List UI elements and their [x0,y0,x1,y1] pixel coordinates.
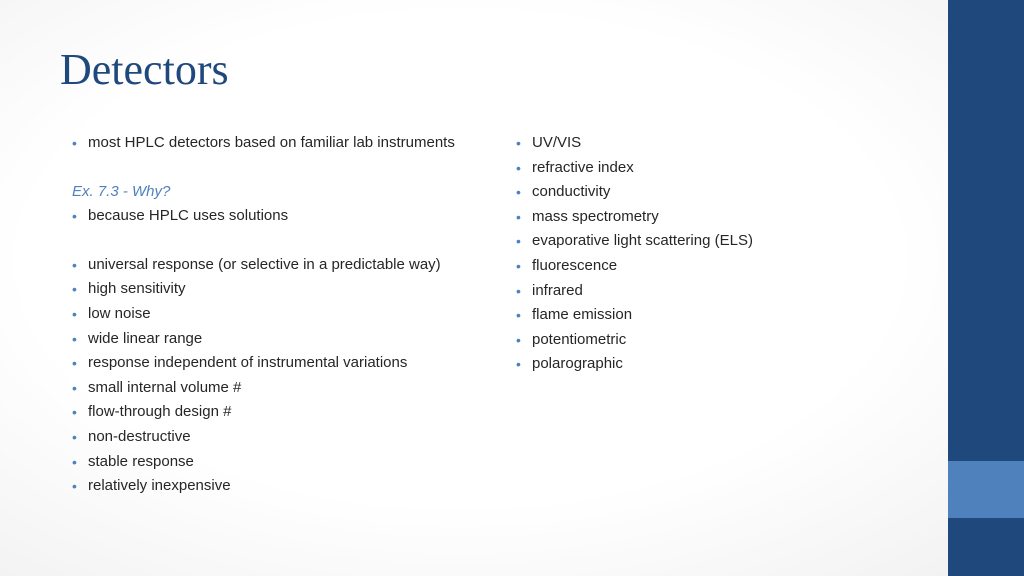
list-item: • most HPLC detectors based on familiar lab instruments [72,133,472,153]
list-item: • evaporative light scattering (ELS) [516,231,916,251]
list-item: • high sensitivity [72,279,472,299]
detector-types-list [516,133,916,374]
list-item: • infrared [516,281,916,301]
spacer [72,158,472,182]
list-item: • wide linear range [72,329,472,349]
list-item: • small internal volume # [72,378,472,398]
list-item: • flow-through design # [72,402,472,422]
example-label: Ex. 7.3 - Why? [72,182,171,200]
list-item: • flame emission [516,305,916,325]
list-item: • non-destructive [72,427,472,447]
list-item: • because HPLC uses solutions [72,206,472,226]
list-item: • UV/VIS [516,133,916,153]
list-item: • stable response [72,452,472,472]
list-item: • response independent of instrumental variations [72,353,472,373]
list-item: • potentiometric [516,330,916,350]
criteria-list [72,255,472,496]
list-item: • low noise [72,304,472,324]
sidebar-accent-decoration [948,461,1024,518]
spacer [72,231,472,255]
right-column [516,133,916,379]
list-item: • refractive index [516,158,916,178]
example-list [72,206,472,226]
list-item: • conductivity [516,182,916,202]
list-item: • mass spectrometry [516,207,916,227]
slide-title: Detectors [60,45,229,94]
list-item: • relatively inexpensive [72,476,472,496]
list-item: • universal response (or selective in a predictable way) [72,255,472,275]
list-item: • polarographic [516,354,916,374]
list-item: • fluorescence [516,256,916,276]
left-column [72,133,472,501]
intro-list [72,133,472,153]
